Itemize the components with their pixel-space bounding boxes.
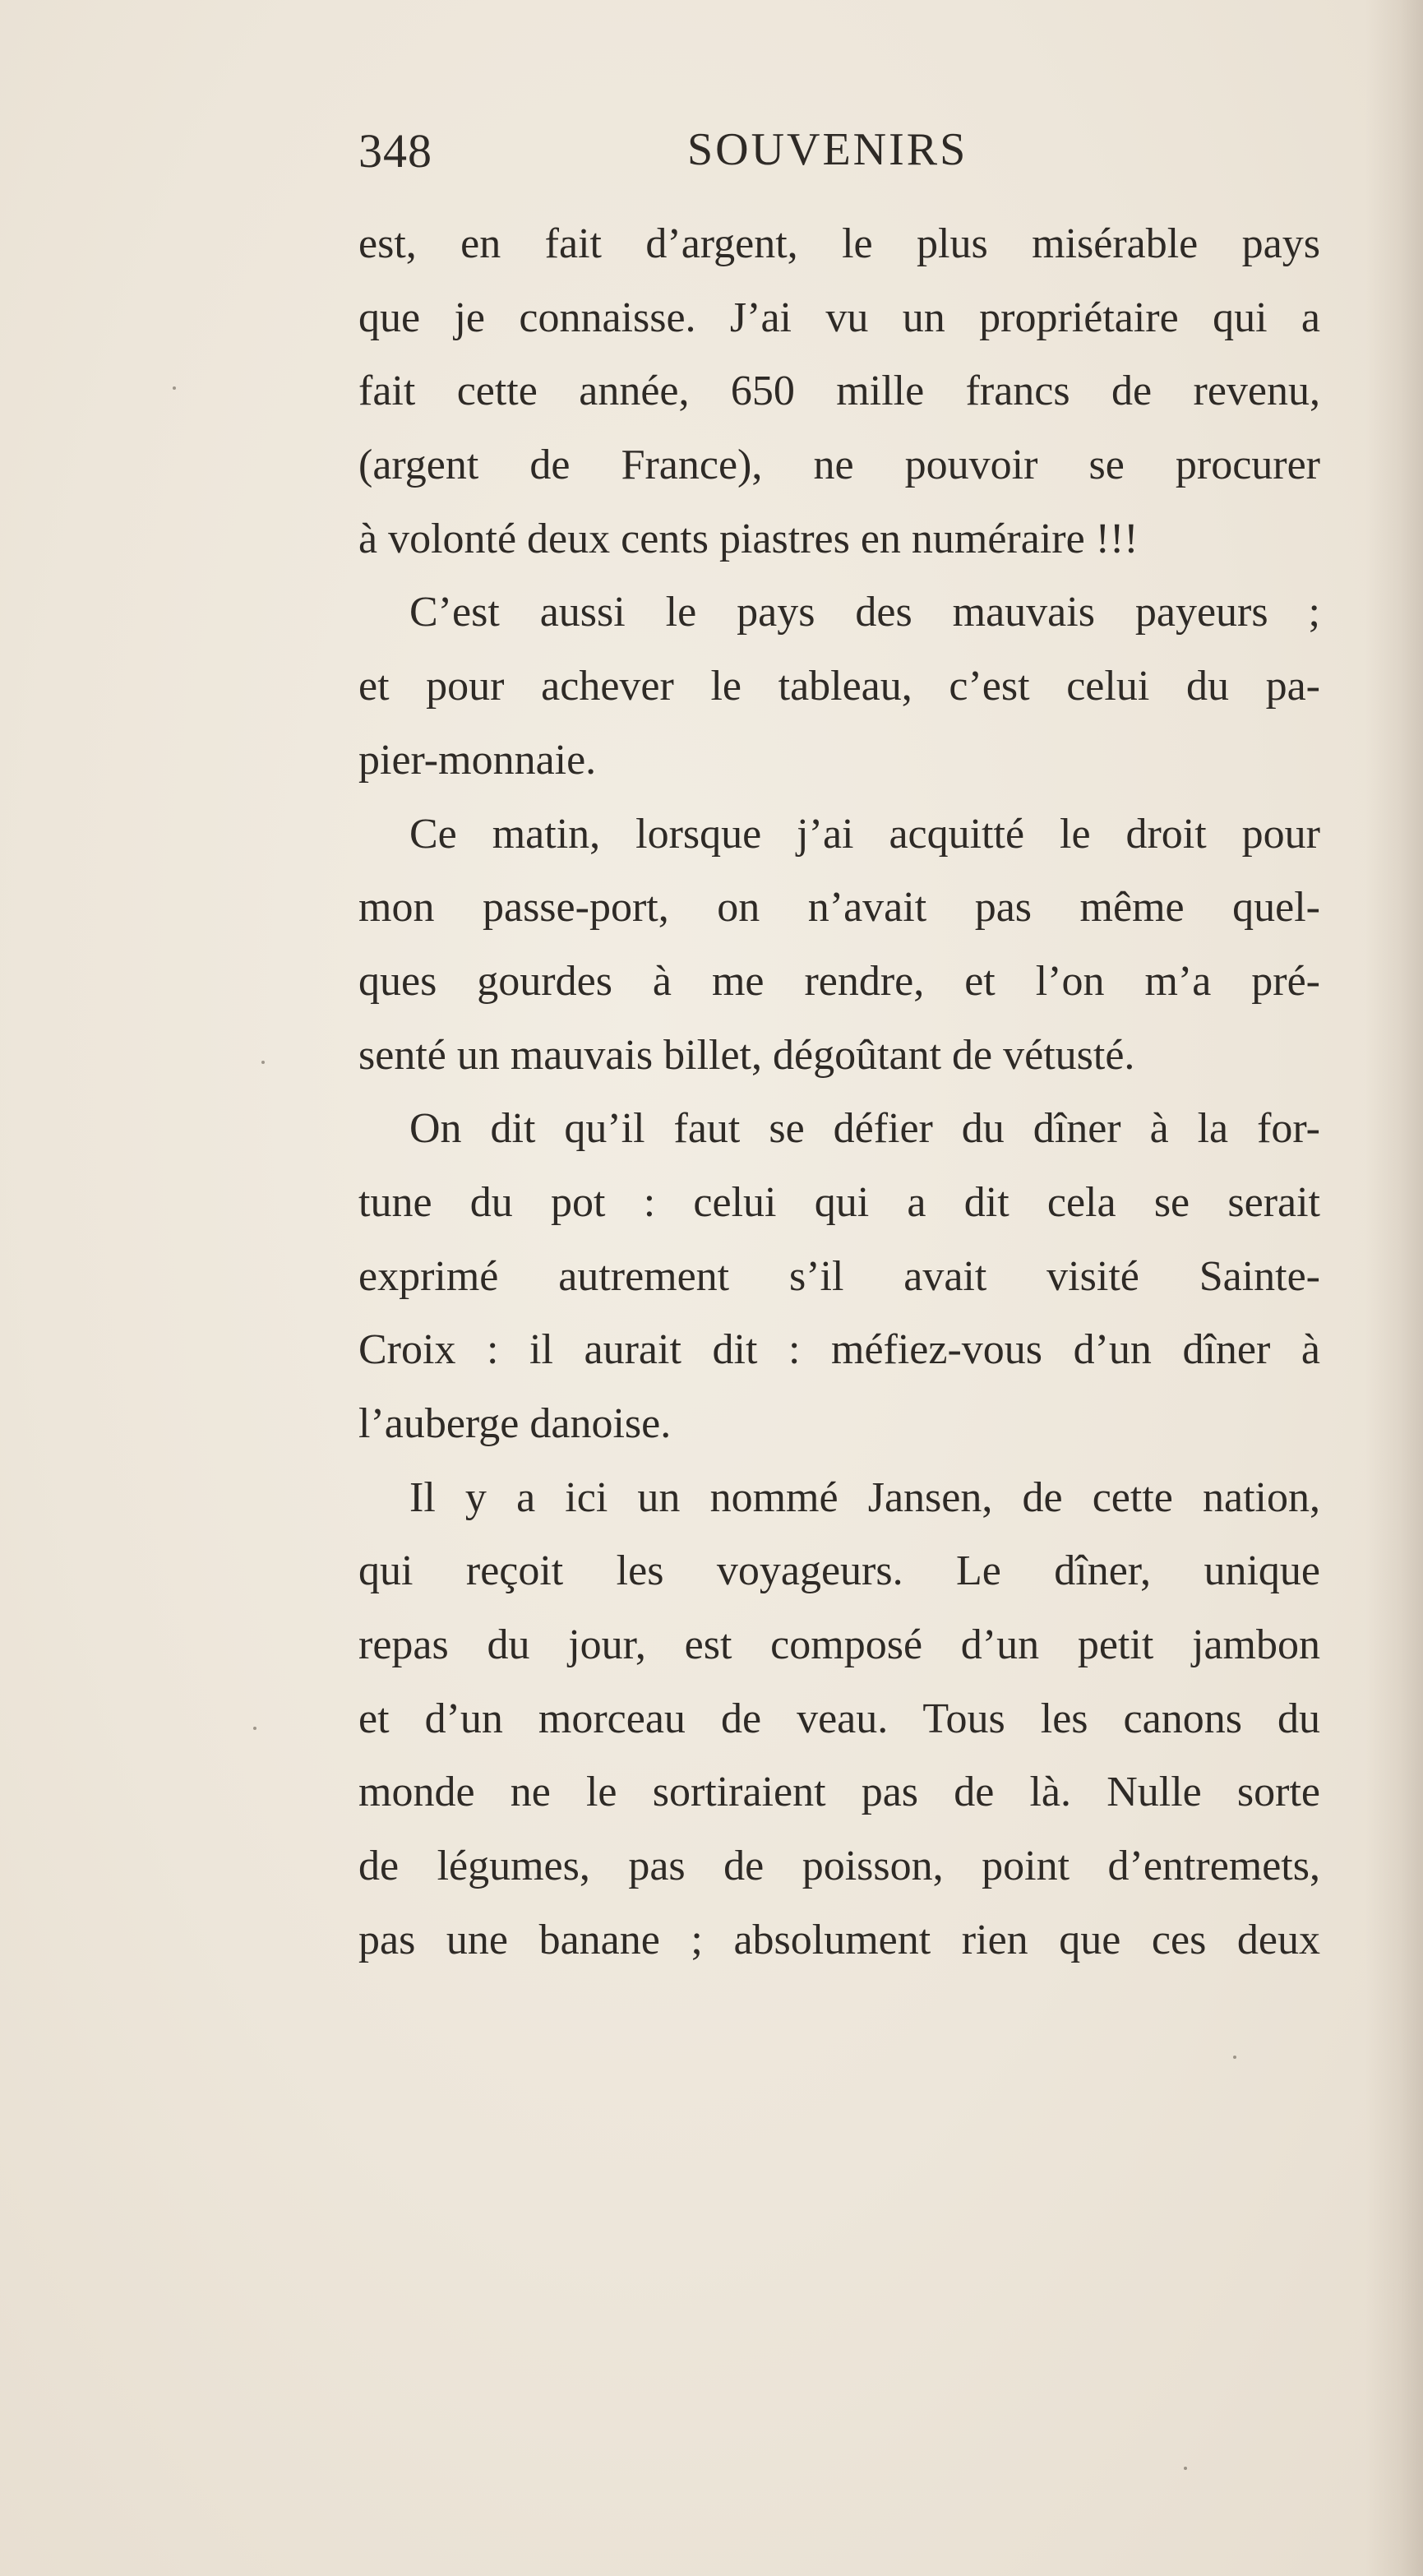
text-line: (argent de France), ne pouvoir se procurer (358, 442, 1320, 489)
text-line: et d’un morceau de veau. Tous les canons du (358, 1695, 1320, 1742)
text-line: exprimé autrement s’il avait visité Sainte- (358, 1252, 1320, 1300)
paragraph-first-line: On dit qu’il faut se défier du dîner à la for- (409, 1105, 1320, 1153)
text-line: et pour achever le tableau, c’est celui du pa- (358, 663, 1320, 710)
paper-speck (253, 1727, 256, 1730)
text-line: pas une banane ; absolument rien que ces deux (358, 1916, 1320, 1963)
text-line: à volonté deux cents piastres en numéraire !!! (358, 515, 1139, 562)
paragraph-last-line: l’auberge danoise. (358, 1400, 672, 1447)
paragraph-last-line: pier-monnaie. (358, 736, 597, 784)
text-line: monde ne le sortiraient pas de là. Nulle sorte (358, 1769, 1320, 1816)
text-line: tune du pot : celui qui a dit cela se serait (358, 1178, 1320, 1226)
text-line: qui reçoit les voyageurs. Le dîner, unique (358, 1547, 1320, 1595)
text-line: ques gourdes à me rendre, et l’on m’a pré- (358, 957, 1320, 1005)
text-line: mon passe-port, on n’avait pas même quel- (358, 884, 1320, 932)
text-line: Croix : il aurait dit : méfiez-vous d’un dîner à (358, 1326, 1320, 1374)
spine-shadow (1365, 0, 1423, 2576)
paragraph-last-line: senté un mauvais billet, dégoûtant de vétusté. (358, 1031, 1135, 1079)
page-number: 348 (358, 124, 432, 178)
paragraph-first-line: C’est aussi le pays des mauvais payeurs ; (409, 589, 1320, 636)
paragraph-first-line: Ce matin, lorsque j’ai acquitté le droit pour (409, 810, 1320, 858)
paragraph-first-line: Il y a ici un nommé Jansen, de cette nation, (409, 1473, 1320, 1521)
text-line: de légumes, pas de poisson, point d’entremets, (358, 1843, 1320, 1890)
paper-speck (1184, 2467, 1187, 2470)
text-line: est, en fait d’argent, le plus misérable pays (358, 220, 1320, 267)
paper-speck (261, 1061, 265, 1064)
paper-speck (1233, 2056, 1236, 2059)
text-line: que je connaisse. J’ai vu un propriétaire qui a (358, 294, 1320, 341)
body-text (358, 207, 1320, 1977)
page-header (358, 123, 1320, 189)
paper-speck (173, 386, 176, 390)
text-line: repas du jour, est composé d’un petit jambon (358, 1621, 1320, 1669)
text-line: fait cette année, 650 mille francs de revenu, (358, 368, 1320, 415)
running-title: SOUVENIRS (687, 124, 968, 175)
